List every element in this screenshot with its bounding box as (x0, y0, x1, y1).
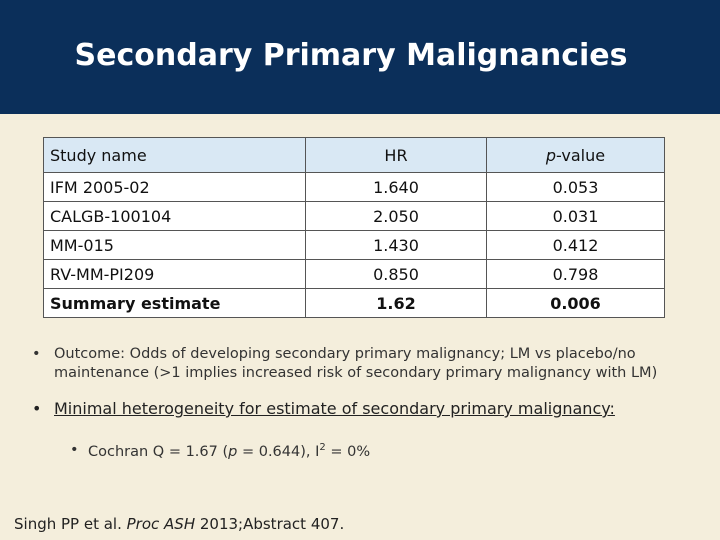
cochran-pre: Cochran Q = 1.67 ( (88, 443, 229, 460)
study-name-cell: IFM 2005-02 (44, 173, 306, 202)
bullet-marker: • (32, 399, 42, 418)
title-bar (0, 0, 720, 114)
summary-study-cell: Summary estimate (44, 289, 306, 318)
hr-cell: 1.430 (306, 231, 487, 260)
p-value-cell: 0.031 (487, 202, 665, 231)
citation-post: 2013;Abstract 407. (195, 515, 345, 533)
results-table (43, 137, 665, 318)
cochran-post: = 0% (325, 443, 371, 460)
header-p-letter: p (545, 145, 557, 165)
p-value-cell: 0.798 (487, 260, 665, 289)
cochran-p: p (228, 443, 238, 460)
header-hr: HR (306, 138, 487, 173)
header-p-value (487, 138, 665, 173)
table-row (44, 173, 665, 202)
p-value-cell: 0.053 (487, 173, 665, 202)
citation-pre: Singh PP et al. (14, 515, 127, 533)
table-row (44, 260, 665, 289)
citation-footer (14, 515, 344, 533)
p-value-cell: 0.412 (487, 231, 665, 260)
citation-journal: Proc ASH (126, 515, 196, 533)
bullet-heterogeneity-text: Minimal heterogeneity for estimate of secondary primary malignancy: (54, 399, 615, 418)
study-name-cell: MM-015 (44, 231, 306, 260)
hr-cell: 1.640 (306, 173, 487, 202)
table-header-row (44, 138, 665, 173)
bullet-outcome-text: Outcome: Odds of developing secondary primary malignancy; LM vs placebo/no maintenance (>1 implies increased risk of secondary primary malignancy with LM) (54, 346, 658, 381)
table-row (44, 202, 665, 231)
slide-title: Secondary Primary Malignancies (74, 38, 628, 73)
sub-bullet-cochran (70, 442, 662, 460)
sub-bullet-marker: • (70, 442, 79, 458)
summary-row (44, 289, 665, 318)
table-row (44, 231, 665, 260)
bullet-list (32, 345, 662, 460)
cochran-mid: = 0.644), I (237, 443, 320, 460)
cochran-sup: 2 (319, 442, 326, 453)
study-name-cell: CALGB-100104 (44, 202, 306, 231)
bullet-heterogeneity (32, 399, 662, 418)
hr-cell: 2.050 (306, 202, 487, 231)
study-name-cell: RV-MM-PI209 (44, 260, 306, 289)
header-study-name: Study name (44, 138, 306, 173)
bullet-marker: • (32, 346, 41, 362)
hr-cell: 0.850 (306, 260, 487, 289)
summary-p-value-cell: 0.006 (487, 289, 665, 318)
header-value-suffix: -value (556, 145, 606, 165)
summary-hr-cell: 1.62 (306, 289, 487, 318)
bullet-outcome (32, 345, 662, 383)
